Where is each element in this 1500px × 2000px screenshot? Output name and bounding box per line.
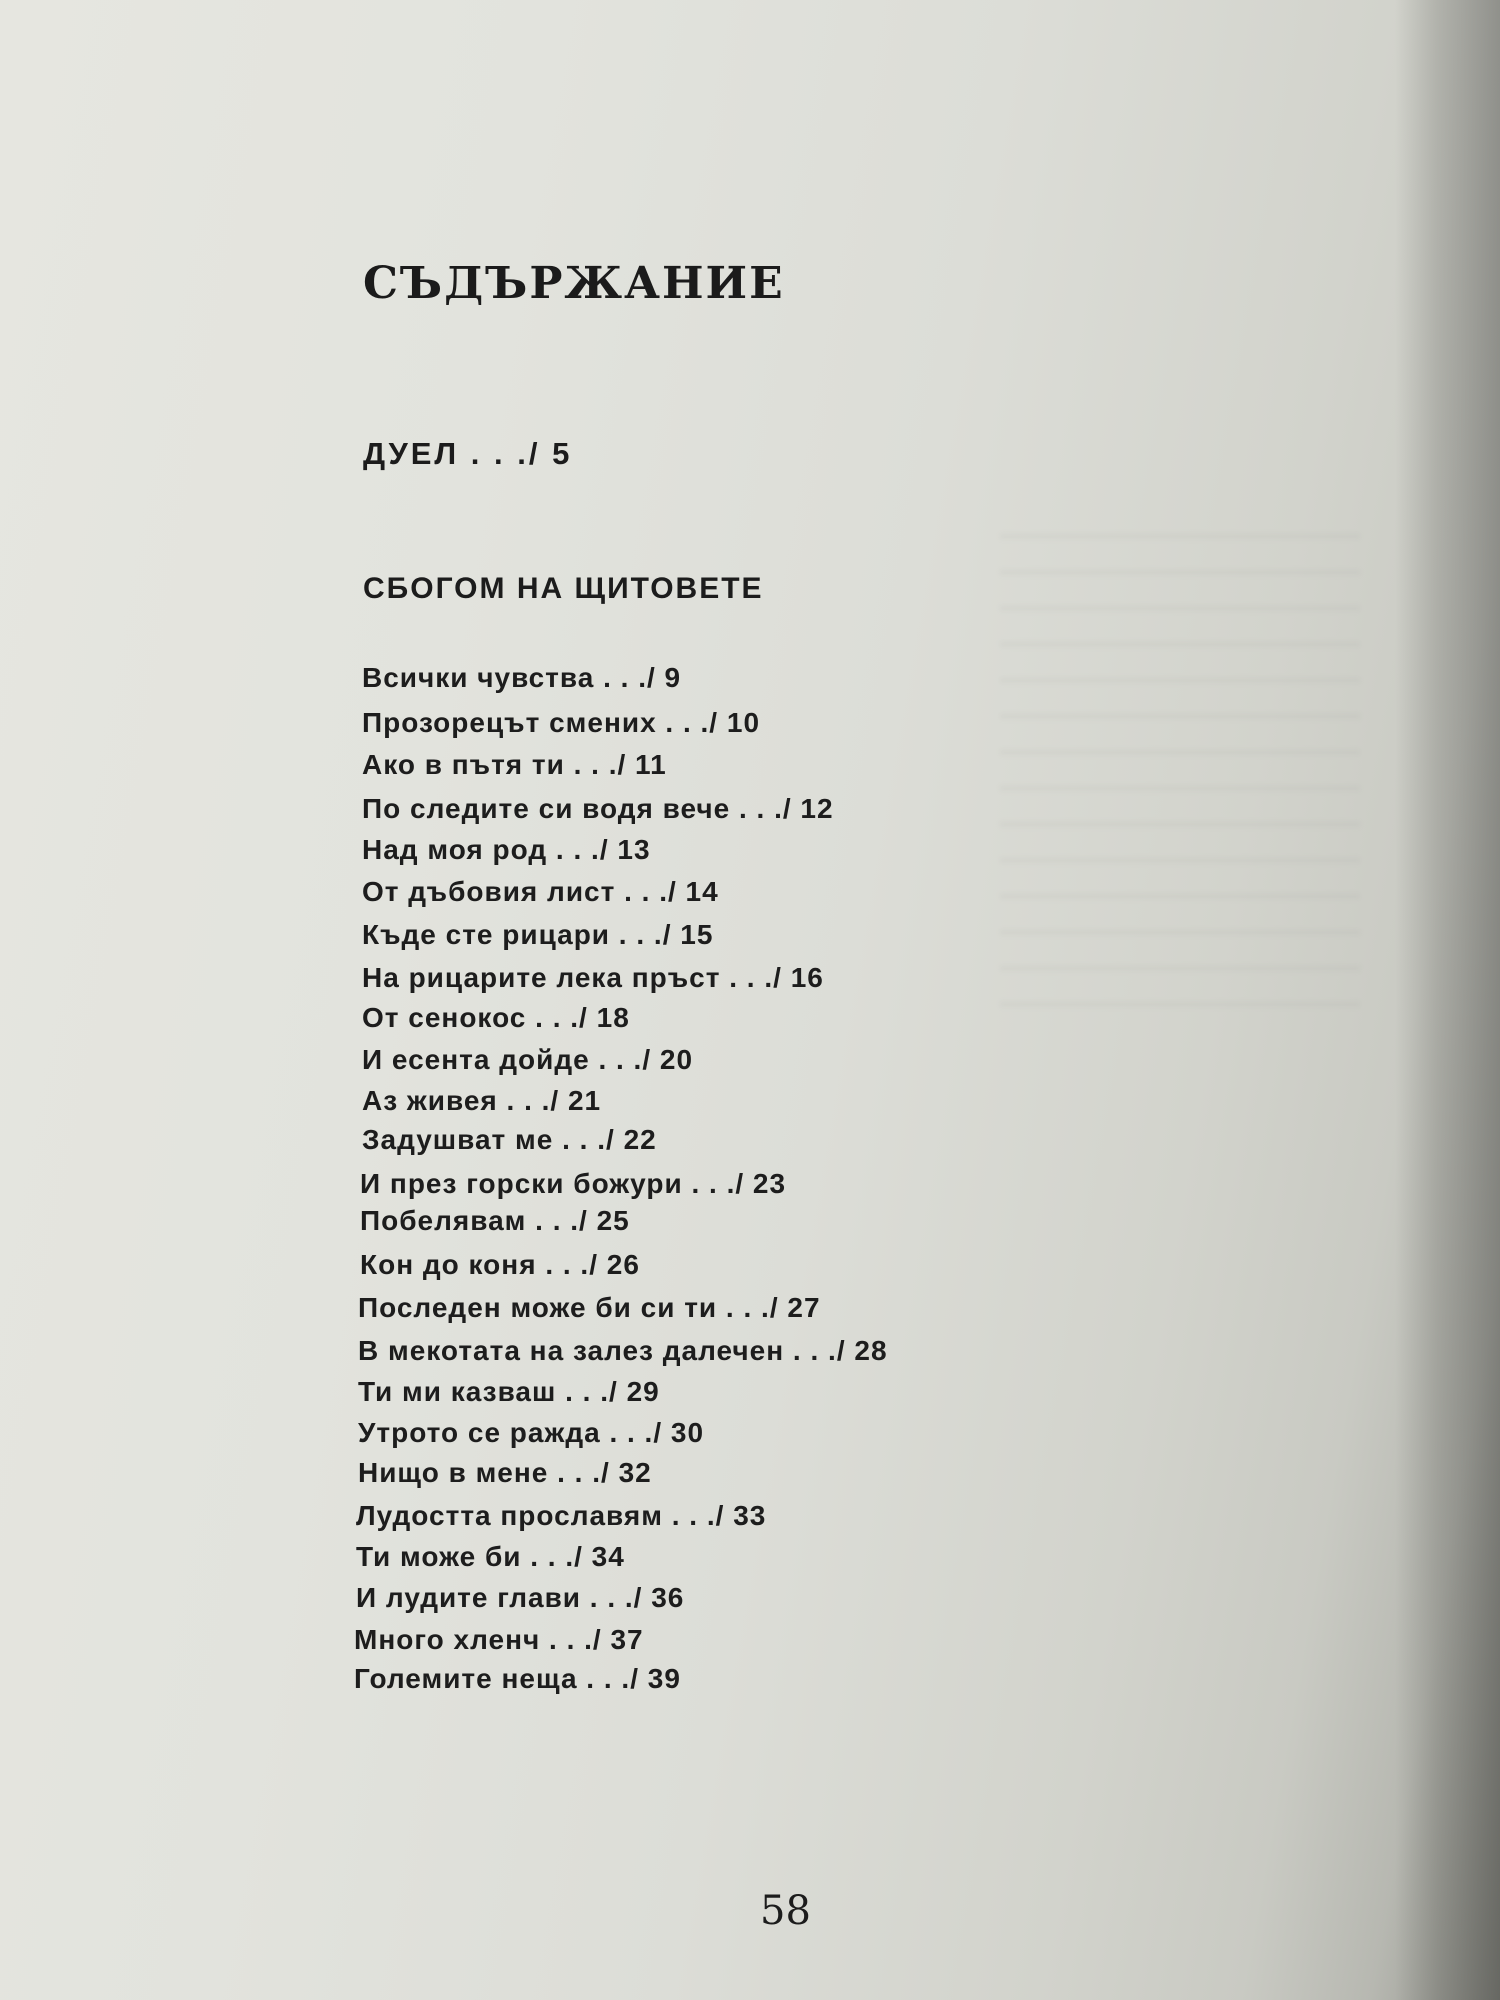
toc-entry: Ти ми казваш . . ./ 29 — [358, 1376, 660, 1407]
toc-entry: Задушват ме . . ./ 22 — [362, 1124, 657, 1155]
toc-entry: Много хленч . . ./ 37 — [354, 1624, 644, 1655]
page-title: СЪДЪРЖАНИЕ — [363, 258, 785, 309]
show-through-text — [1000, 505, 1360, 1025]
toc-entry: От сенокос . . ./ 18 — [362, 1002, 630, 1033]
toc-entry: Побелявам . . ./ 25 — [360, 1205, 630, 1236]
toc-entry: Ти може би . . ./ 34 — [356, 1541, 625, 1572]
toc-entry: Последен може би си ти . . ./ 27 — [358, 1292, 821, 1323]
toc-entry: Утрото се ражда . . ./ 30 — [358, 1417, 705, 1448]
toc-entry: Над моя род . . ./ 13 — [362, 834, 651, 865]
toc-entry: Кон до коня . . ./ 26 — [360, 1249, 640, 1280]
toc-entry: В мекотата на залез далечен . . ./ 28 — [358, 1335, 888, 1366]
toc-entry: Лудостта прославям . . ./ 33 — [356, 1500, 767, 1531]
toc-entry: Нищо в мене . . ./ 32 — [358, 1457, 652, 1488]
toc-entry: Къде сте рицари . . ./ 15 — [362, 919, 714, 950]
page-number: 58 — [760, 1888, 811, 1934]
toc-entry: Ако в пътя ти . . ./ 11 — [362, 749, 667, 780]
toc-entry: И есента дойде . . ./ 20 — [362, 1044, 694, 1075]
book-spine-shadow — [1395, 0, 1500, 2000]
toc-entry: И лудите глави . . ./ 36 — [356, 1582, 685, 1613]
toc-entry: Прозорецът смених . . ./ 10 — [362, 707, 761, 738]
toc-entry: На рицарите лека пръст . . ./ 16 — [362, 962, 824, 993]
section-heading-shields: СБОГОМ НА ЩИТОВЕТЕ — [363, 572, 764, 605]
section-heading-duel: ДУЕЛ . . ./ 5 — [363, 436, 573, 471]
toc-entry: Всички чувства . . ./ 9 — [362, 662, 682, 693]
toc-entry: По следите си водя вече . . ./ 12 — [362, 793, 834, 824]
toc-entry: Аз живея . . ./ 21 — [362, 1085, 602, 1116]
toc-entry: От дъбовия лист . . ./ 14 — [362, 876, 719, 907]
toc-entry: И през горски божури . . ./ 23 — [360, 1168, 787, 1199]
toc-entry: Големите неща . . ./ 39 — [354, 1663, 681, 1694]
